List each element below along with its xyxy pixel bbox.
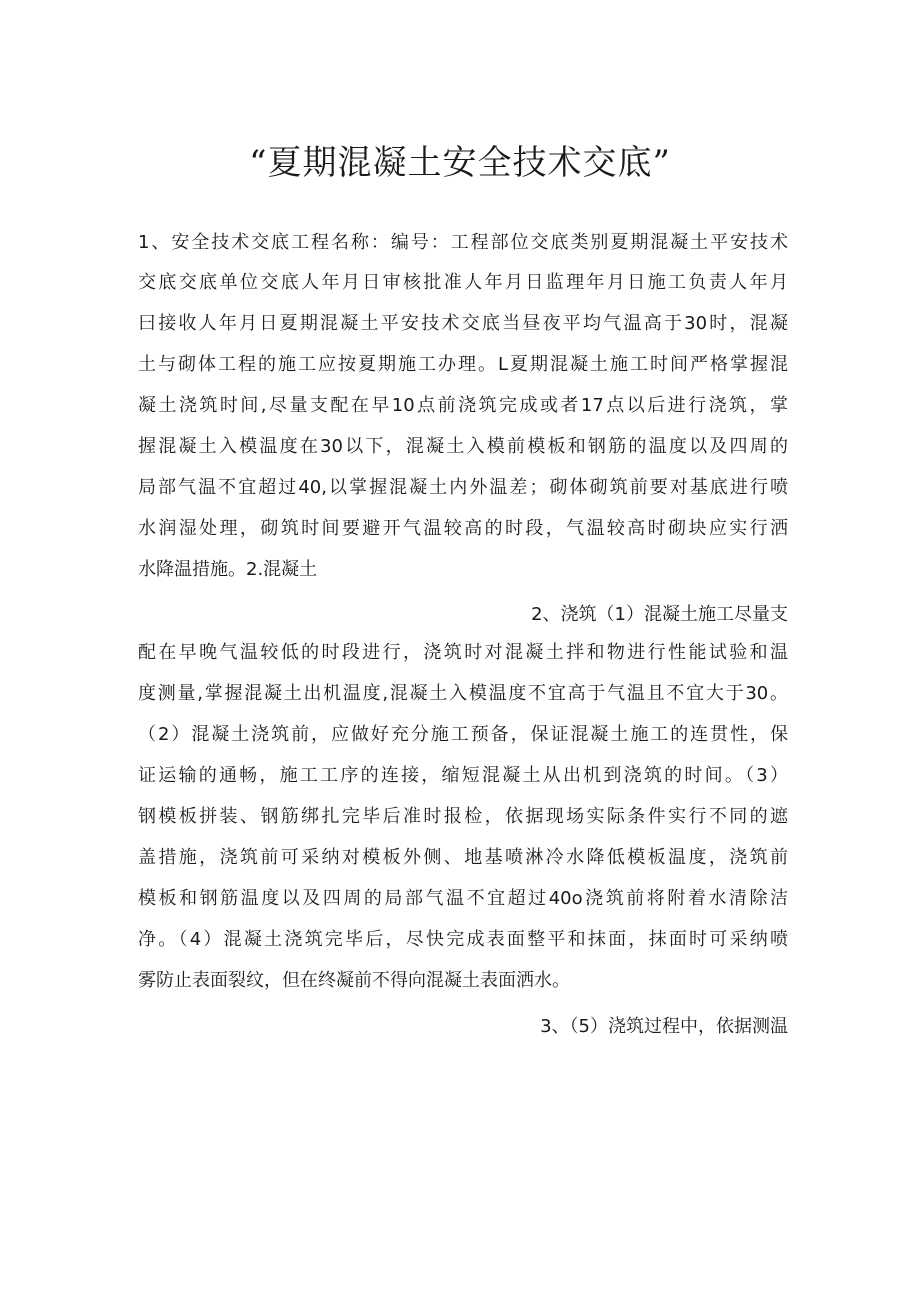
body-line-3: 曰接收人年月日夏期混凝土平安技术交底当昼夜平均气温高于30时，混凝 [138,313,788,334]
body-line-14: 证运输的通畅，施工工序的连接，缩短混凝土从出机到浇筑的时间。（3） [138,765,788,786]
body-line-10: 2、浇筑（1）混凝土施工尽量支 [531,604,788,625]
body-line-2: 交底交底单位交底人年月日审核批准人年月日监理年月日施工负责人年月 [138,272,788,293]
body-line-12: 度测量,掌握混凝土出机温度,混凝土入模温度不宜高于气温且不宜大于30。 [138,683,788,704]
body-line-15: 钢模板拼装、钢筋绑扎完毕后准时报检，依据现场实际条件实行不同的遮 [138,806,788,827]
body-line-11: 配在早晚气温较低的时段进行，浇筑时对混凝土拌和物进行性能试验和温 [138,642,788,663]
body-line-20: 3、（5）浇筑过程中，依据测温 [540,1016,788,1037]
body-line-7: 局部气温不宜超过40,以掌握混凝土内外温差；砌体砌筑前要对基底进行喷 [138,477,788,498]
body-line-13: （2）混凝土浇筑前，应做好充分施工预备，保证混凝土施工的连贯性，保 [138,724,788,745]
body-line-4: 土与砌体工程的施工应按夏期施工办理。L夏期混凝土施工时间严格掌握混 [138,354,788,375]
body-line-5: 凝土浇筑时间,尽量支配在早10点前浇筑完成或者17点以后进行浇筑，掌 [138,395,788,416]
body-line-16: 盖措施，浇筑前可采纳对模板外侧、地基喷淋冷水降低模板温度，浇筑前 [138,847,788,868]
page-title: “夏期混凝土安全技术交底” [249,143,671,183]
body-line-1: 1、安全技术交底工程名称：编号：工程部位交底类别夏期混凝土平安技术 [138,232,788,253]
body-line-19: 雾防止表面裂纹，但在终凝前不得向混凝土表面洒水。 [138,970,570,991]
body-line-6: 握混凝土入模温度在30以下，混凝土入模前模板和钢筋的温度以及四周的 [138,436,788,457]
body-line-18: 净。（4）混凝土浇筑完毕后，尽快完成表面整平和抹面，抹面时可采纳喷 [138,929,788,950]
body-line-17: 模板和钢筋温度以及四周的局部气温不宜超过40o浇筑前将附着水清除洁 [138,888,788,909]
body-line-8: 水润湿处理，砌筑时间要避开气温较高的时段，气温较高时砌块应实行洒 [138,518,788,539]
body-line-9: 水降温措施。2.混凝土 [138,559,318,580]
